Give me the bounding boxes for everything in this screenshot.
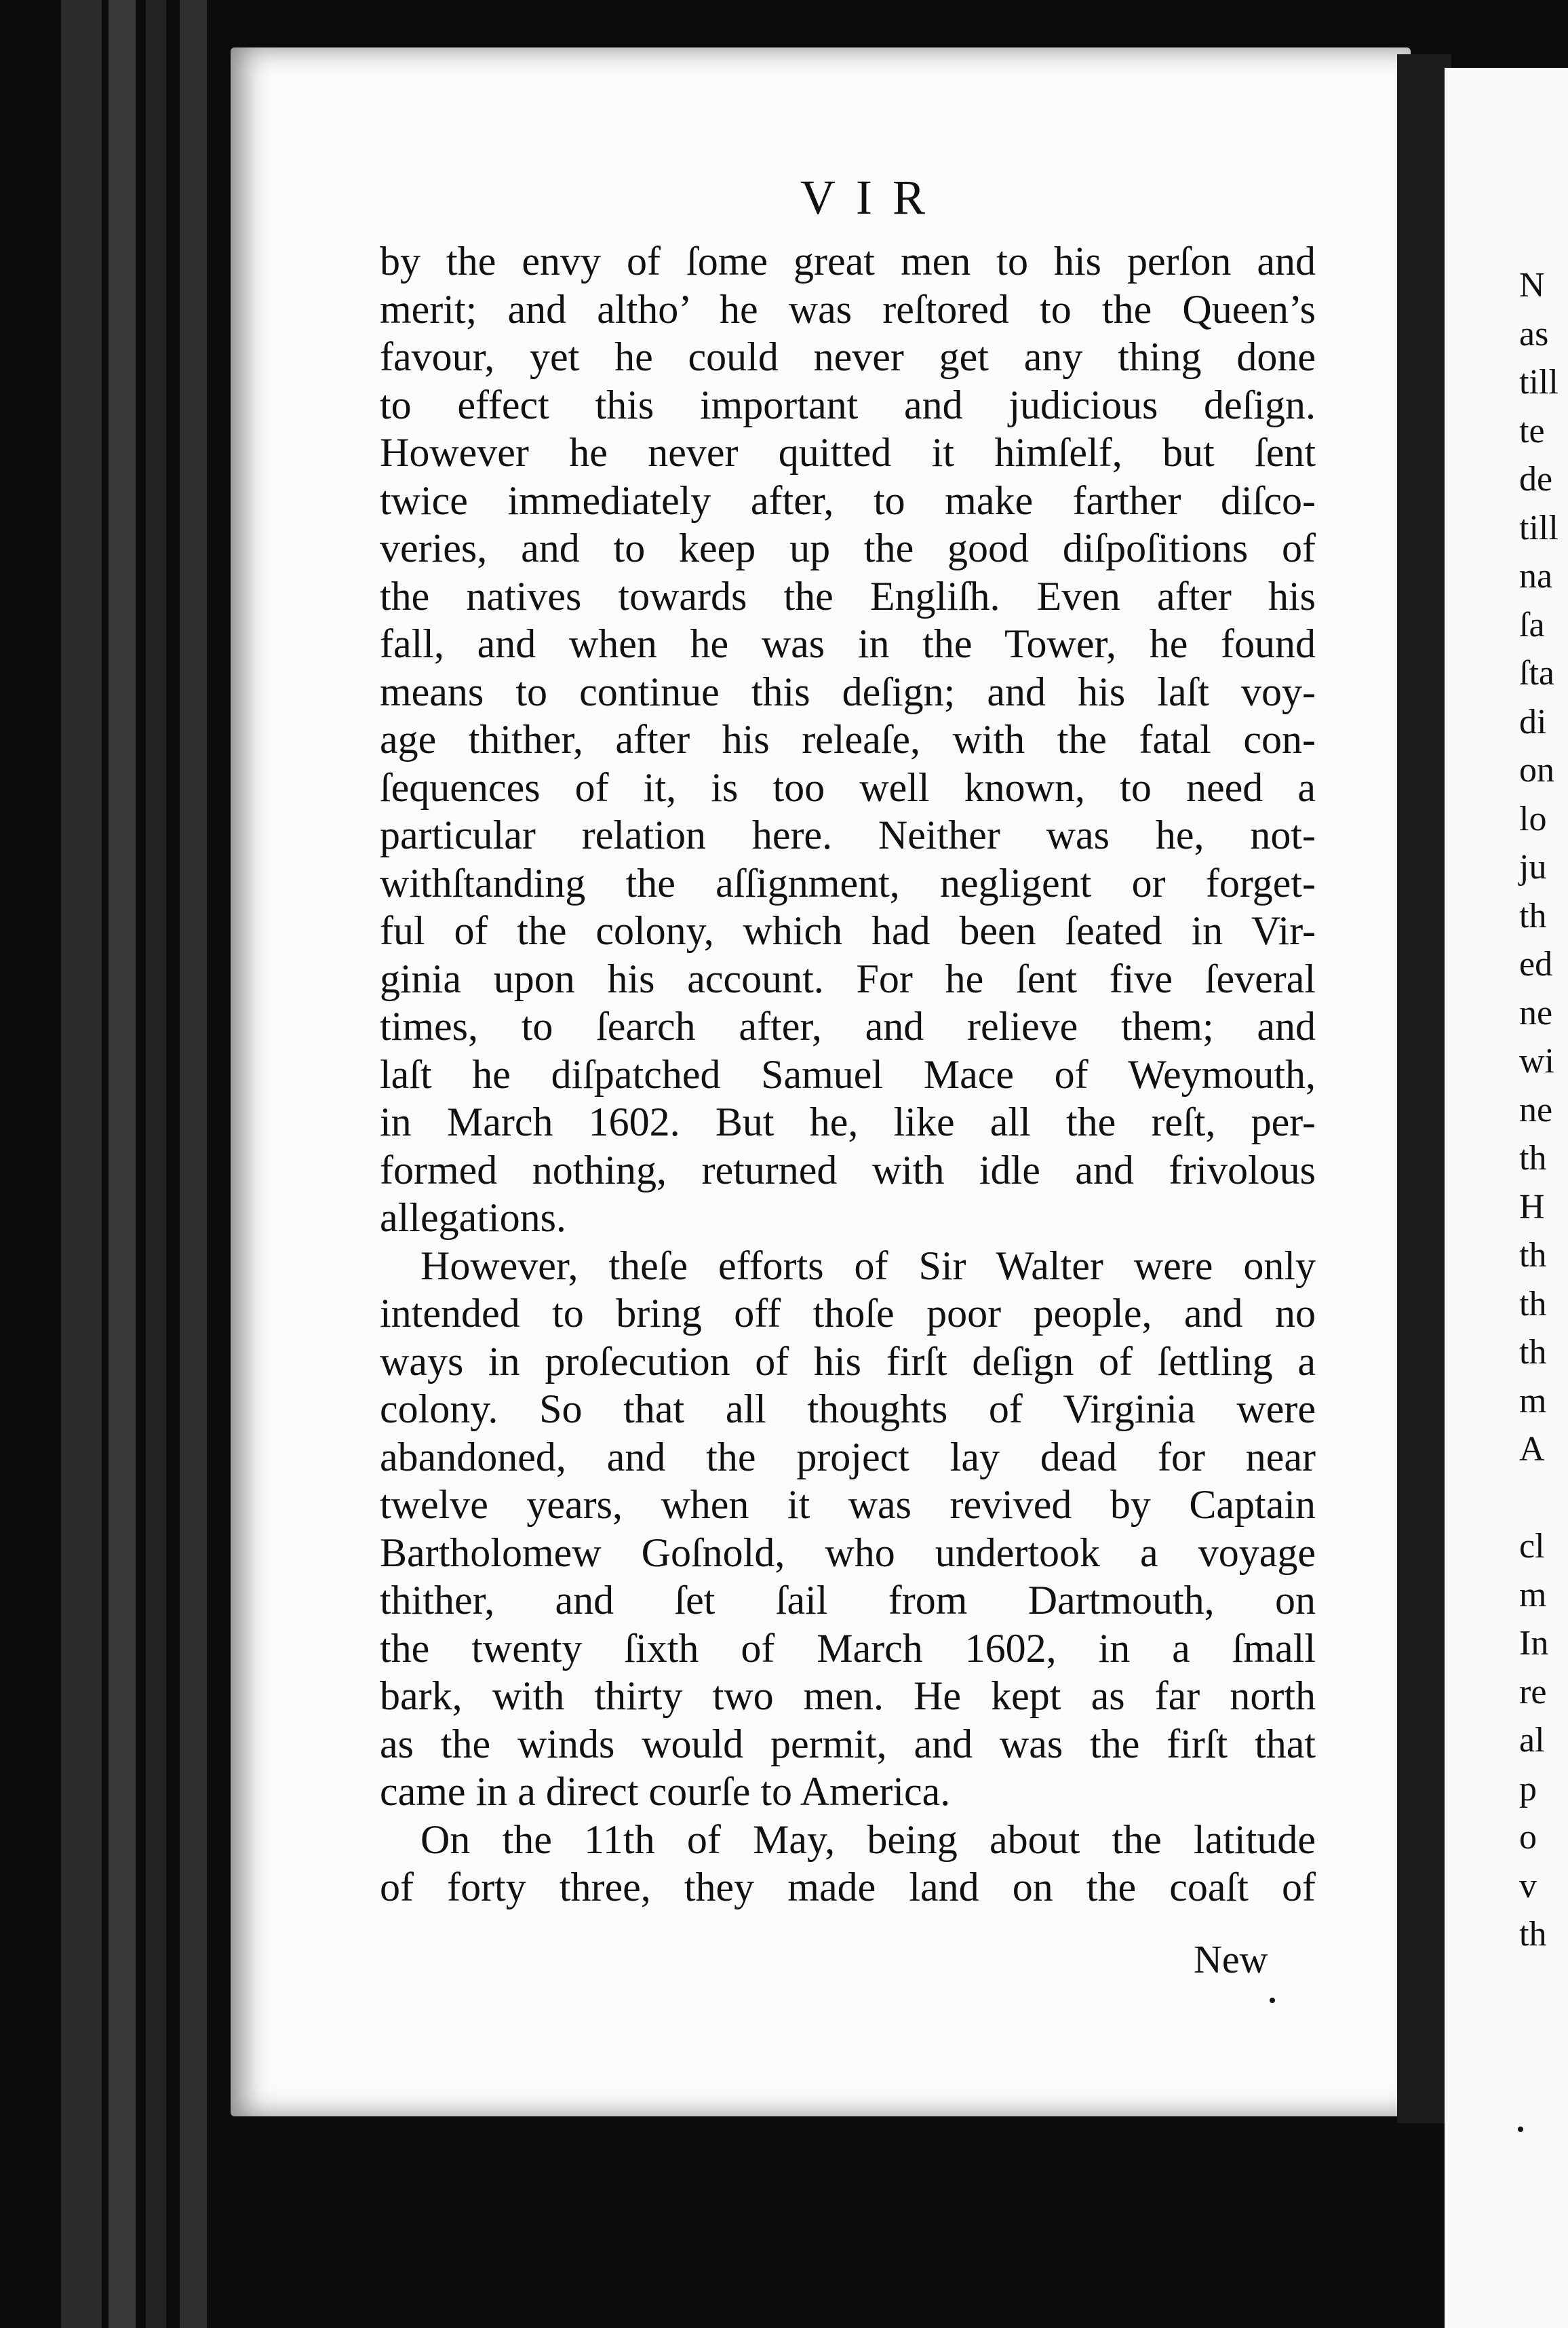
text-line: formed nothing, returned with idle and frivolous — [380, 1147, 1316, 1192]
text-line: favour, yet he could never get any thing done — [380, 334, 1316, 379]
text-line: as the winds would permit, and was the firſt that — [380, 1721, 1316, 1766]
text-line: withſtanding the aſſignment, negligent or forget- — [380, 860, 1316, 906]
facing-page-fragment: th — [1519, 1915, 1547, 1954]
facing-page-fragment: lo — [1519, 799, 1547, 838]
facing-page-fragment: te — [1519, 411, 1545, 450]
facing-page-fragment: till — [1519, 508, 1559, 547]
facing-page-fragment: th — [1519, 1139, 1547, 1178]
text-line: to effect this important and judicious deſign. — [380, 382, 1316, 427]
facing-page-fragment: m — [1519, 1575, 1547, 1614]
text-line: merit; and altho’ he was reſtored to the Queen’s — [380, 286, 1316, 332]
text-line: twelve years, when it was revived by Captain — [380, 1482, 1316, 1527]
book-edge-stripe — [109, 0, 136, 2328]
printer-mark — [1518, 2127, 1523, 2132]
text-line: age thither, after his releaſe, with the fatal con- — [380, 717, 1316, 762]
facing-page-fragment: th — [1519, 1333, 1547, 1372]
text-line: laſt he diſpatched Samuel Mace of Weymouth, — [380, 1051, 1316, 1097]
facing-page-fragment: A — [1519, 1430, 1545, 1469]
printer-mark — [1270, 1998, 1275, 2003]
facing-page-fragment: th — [1519, 1236, 1547, 1275]
text-line: by the envy of ſome great men to his perſon and — [380, 239, 1316, 284]
text-line: thither, and ſet ſail from Dartmouth, on — [380, 1578, 1316, 1623]
text-line: colony. So that all thoughts of Virginia were — [380, 1386, 1316, 1431]
text-line: allegations. — [380, 1195, 566, 1240]
text-line: ful of the colony, which had been ſeated in Vir- — [380, 908, 1316, 953]
facing-page-fragment: v — [1519, 1866, 1537, 1905]
facing-page-fragment: al — [1519, 1721, 1545, 1760]
text-line: On the 11th of May, being about the latitude — [420, 1817, 1316, 1862]
facing-page-fragment: H — [1519, 1187, 1545, 1226]
facing-page-fragment: th — [1519, 1284, 1547, 1323]
facing-page-fragment: ſa — [1519, 605, 1545, 644]
facing-page-fragment: till — [1519, 363, 1559, 402]
catchword: New — [1194, 1937, 1268, 1981]
text-line: means to continue this deſign; and his laſt voy- — [380, 669, 1316, 714]
facing-page-fragment: na — [1519, 557, 1553, 596]
facing-page-fragment: on — [1519, 751, 1554, 790]
text-line: ways in proſecution of his firſt deſign of ſettling a — [380, 1338, 1316, 1384]
text-line: fall, and when he was in the Tower, he found — [380, 621, 1316, 666]
text-line: veries, and to keep up the good diſpoſitions of — [380, 526, 1316, 570]
text-line: abandoned, and the project lay dead for near — [380, 1434, 1316, 1479]
text-line: of forty three, they made land on the coaſt of — [380, 1865, 1316, 1909]
text-line: the natives towards the Engliſh. Even after his — [380, 573, 1316, 619]
text-line: However, theſe efforts of Sir Walter were only — [420, 1243, 1316, 1288]
facing-page-fragment: N — [1519, 266, 1545, 305]
body-text — [380, 237, 1316, 1912]
facing-page-fragment: ne — [1519, 1090, 1553, 1129]
facing-page-fragment: ne — [1519, 993, 1553, 1032]
book-edge-stripe — [61, 0, 102, 2328]
book-edge-stripe — [146, 0, 166, 2328]
facing-page-fragment — [1519, 1474, 1559, 1523]
running-head: VIR — [800, 170, 945, 225]
facing-page-fragment: as — [1519, 314, 1549, 353]
facing-page-fragment: ſta — [1519, 654, 1554, 693]
text-line: intended to bring off thoſe poor people, and no — [380, 1291, 1316, 1336]
text-line: ginia upon his account. For he ſent five ſeveral — [380, 956, 1316, 1001]
facing-page-fragment: ju — [1519, 848, 1547, 887]
text-line: came in a direct courſe to America. — [380, 1769, 951, 1814]
facing-page-fragment: wi — [1519, 1042, 1554, 1081]
text-line: ſequences of it, is too well known, to need a — [380, 764, 1316, 810]
facing-page-fragment: In — [1519, 1624, 1549, 1663]
spine-gutter — [1397, 54, 1451, 2123]
facing-page-fragment: cl — [1519, 1527, 1545, 1566]
facing-page-fragment: m — [1519, 1381, 1547, 1420]
book-edge-stripe — [180, 0, 207, 2328]
facing-page-fragment: th — [1519, 896, 1547, 935]
facing-page-fragment: o — [1519, 1818, 1537, 1857]
text-line: bark, with thirty two men. He kept as far north — [380, 1673, 1316, 1718]
text-line: particular relation here. Neither was he, not- — [380, 813, 1316, 857]
facing-page-fragment: ed — [1519, 945, 1553, 984]
facing-page-fragment: di — [1519, 702, 1547, 741]
text-line: However he never quitted it himſelf, but ſent — [380, 430, 1316, 475]
text-line: in March 1602. But he, like all the reſt, per- — [380, 1100, 1316, 1144]
facing-page-fragments — [1519, 261, 1559, 1959]
text-line: the twenty ſixth of March 1602, in a ſmall — [380, 1625, 1316, 1671]
facing-page-fragment: p — [1519, 1769, 1537, 1808]
text-line: Bartholomew Goſnold, who undertook a voyage — [380, 1530, 1316, 1575]
facing-page-fragment: re — [1519, 1672, 1547, 1711]
text-line: twice immediately after, to make farther diſco- — [380, 478, 1316, 523]
facing-page-fragment: de — [1519, 460, 1553, 499]
text-line: times, to ſearch after, and relieve them; and — [380, 1004, 1316, 1049]
